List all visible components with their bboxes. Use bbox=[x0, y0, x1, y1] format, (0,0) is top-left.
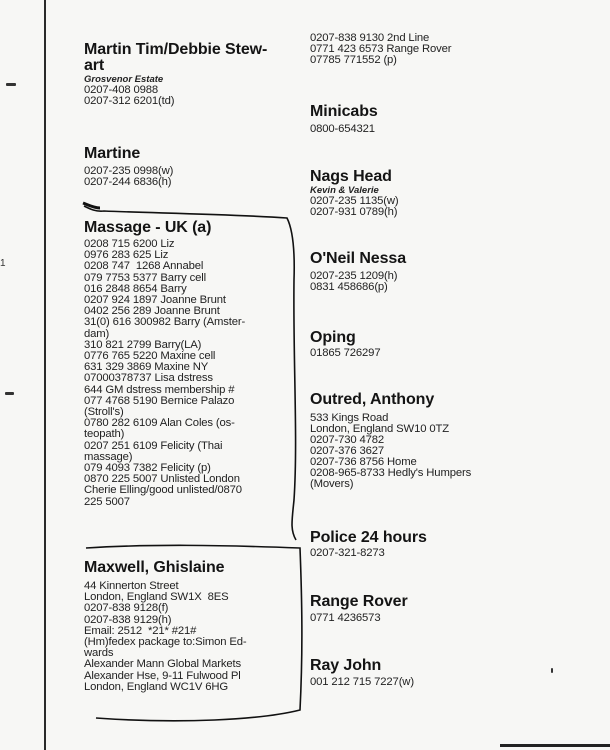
entry-line: 631 329 3869 Maxine NY bbox=[84, 361, 209, 374]
entry-line: wards bbox=[84, 647, 114, 660]
entry-line: 0776 765 5220 Maxine cell bbox=[84, 350, 216, 363]
entry-range-rover bbox=[310, 594, 600, 624]
margin-mark: 1 bbox=[0, 258, 6, 269]
entry-subtitle: Kevin & Valerie bbox=[310, 185, 379, 196]
entry-line: teopath) bbox=[84, 428, 125, 441]
entry-line: London, England WC1V 6HG bbox=[84, 680, 228, 693]
entry-line: 0207-838 9128(f) bbox=[84, 602, 169, 615]
scan-speck bbox=[6, 83, 16, 86]
entry-line: 0207-321-8273 bbox=[310, 547, 385, 559]
entry-line: 0207-235 1209(h) bbox=[310, 270, 398, 282]
entry-nags-head bbox=[310, 169, 600, 218]
entry-line: 0207-931 0789(h) bbox=[310, 206, 398, 218]
entry-ray-john bbox=[310, 658, 600, 688]
entry-oping bbox=[310, 330, 600, 359]
entry-line: London, England SW1X 8ES bbox=[84, 591, 229, 604]
entry-line: 0831 458686(p) bbox=[310, 281, 388, 293]
entry-line: 0771 4236573 bbox=[310, 612, 381, 624]
entry-line: 0208 747 1268 Annabel bbox=[84, 260, 204, 273]
entry-martin-tim bbox=[84, 42, 306, 107]
entry-line: 077 4768 5190 Bernice Palazo bbox=[84, 394, 235, 407]
entry-line: Alexander Hse, 9-11 Fulwood Pl bbox=[84, 669, 241, 682]
entry-subtitle: Grosvenor Estate bbox=[84, 74, 164, 85]
entry-maxwell-ghislaine bbox=[84, 560, 306, 693]
entry-oneil-nessa bbox=[310, 251, 600, 293]
entry-line: 0207-838 9129(h) bbox=[84, 613, 172, 626]
entry-name: Range Rover bbox=[310, 593, 408, 610]
entry-line: 44 Kinnerton Street bbox=[84, 580, 179, 592]
entry-line: 0207-312 6201(td) bbox=[84, 95, 175, 107]
entry-line: dam) bbox=[84, 327, 110, 340]
scan-speck bbox=[5, 392, 14, 395]
entry-line: 0800-654321 bbox=[310, 123, 375, 135]
entry-line: 310 821 2799 Barry(LA) bbox=[84, 338, 202, 351]
entry-police-24-hours bbox=[310, 530, 600, 559]
entry-line: 07000378737 Lisa dstress bbox=[84, 372, 213, 385]
entry-line: Cherie Elling/good unlisted/0870 bbox=[84, 484, 242, 497]
entry-line: 0207-408 0988 bbox=[84, 84, 159, 96]
entry-martine bbox=[84, 146, 306, 188]
entry-name: Minicabs bbox=[310, 103, 378, 120]
entry-line: 0402 256 289 Joanne Brunt bbox=[84, 305, 220, 318]
entry-line: 01865 726297 bbox=[310, 347, 381, 359]
entry-line: (Stroll's) bbox=[84, 406, 124, 419]
entry-name: Oping bbox=[310, 329, 356, 346]
entry-name: Massage - UK (a) bbox=[84, 219, 212, 236]
entry-name: Martin Tim/Debbie Stew- art bbox=[84, 41, 268, 74]
left-margin-line bbox=[44, 0, 46, 750]
entry-line: 0207-730 4782 bbox=[310, 434, 385, 446]
entry-line: Email: 2512 *21* #21# bbox=[84, 624, 197, 637]
entry-line: 0207-736 8756 Home bbox=[310, 456, 417, 468]
entry-line: Alexander Mann Global Markets bbox=[84, 658, 242, 671]
entry-line: 0207 924 1897 Joanne Brunt bbox=[84, 294, 226, 307]
entry-line: 644 GM dstress membership # bbox=[84, 383, 235, 396]
entry-line: (Hm)fedex package to:Simon Ed- bbox=[84, 636, 247, 649]
entry-line: 0780 282 6109 Alan Coles (os- bbox=[84, 417, 235, 430]
entry-line: 016 2848 8654 Barry bbox=[84, 282, 187, 295]
entry-line: 0207-235 1135(w) bbox=[310, 195, 399, 207]
entry-line: 079 7753 5377 Barry cell bbox=[84, 271, 207, 284]
entry-line: 533 Kings Road bbox=[310, 412, 389, 424]
bottom-rule bbox=[500, 744, 610, 747]
entry-minicabs bbox=[310, 104, 600, 135]
entry-name: Police 24 hours bbox=[310, 529, 427, 546]
entry-line: 0976 283 625 Liz bbox=[84, 249, 169, 262]
entry-name: Maxwell, Ghislaine bbox=[84, 559, 225, 576]
entry-line: 0208 715 6200 Liz bbox=[84, 238, 175, 250]
entry-line: (Movers) bbox=[310, 478, 354, 490]
entry-line: 31(0) 616 300982 Barry (Amster- bbox=[84, 316, 246, 329]
entry-line: 001 212 715 7227(w) bbox=[310, 676, 414, 688]
entry-line: 0771 423 6573 Range Rover bbox=[310, 43, 452, 55]
entry-massage-uk bbox=[84, 220, 306, 508]
entry-outred-anthony bbox=[310, 392, 600, 490]
entry-line: massage) bbox=[84, 450, 133, 463]
entry-line: London, England SW10 0TZ bbox=[310, 423, 449, 435]
entry-name: Outred, Anthony bbox=[310, 391, 435, 408]
entry-name: Nags Head bbox=[310, 168, 392, 185]
entry-line: 0208-965-8733 Hedly's Humpers bbox=[310, 467, 472, 479]
entry-line: 0207-376 3627 bbox=[310, 445, 385, 457]
entry-name: O'Neil Nessa bbox=[310, 250, 406, 267]
entry-line: 07785 771552 (p) bbox=[310, 54, 397, 66]
entry-line: 079 4093 7382 Felicity (p) bbox=[84, 462, 211, 475]
entry-line: 0207 251 6109 Felicity (Thai bbox=[84, 439, 223, 452]
entry-line: 225 5007 bbox=[84, 495, 130, 508]
entry-line: 0207-838 9130 2nd Line bbox=[310, 32, 430, 44]
entry-continued-numbers bbox=[310, 33, 600, 66]
entry-line: 0207-235 0998(w) bbox=[84, 165, 174, 177]
entry-name: Martine bbox=[84, 145, 141, 162]
entry-name: Ray John bbox=[310, 657, 382, 674]
entry-line: 0207-244 6836(h) bbox=[84, 176, 172, 188]
entry-line: 0870 225 5007 Unlisted London bbox=[84, 473, 240, 486]
